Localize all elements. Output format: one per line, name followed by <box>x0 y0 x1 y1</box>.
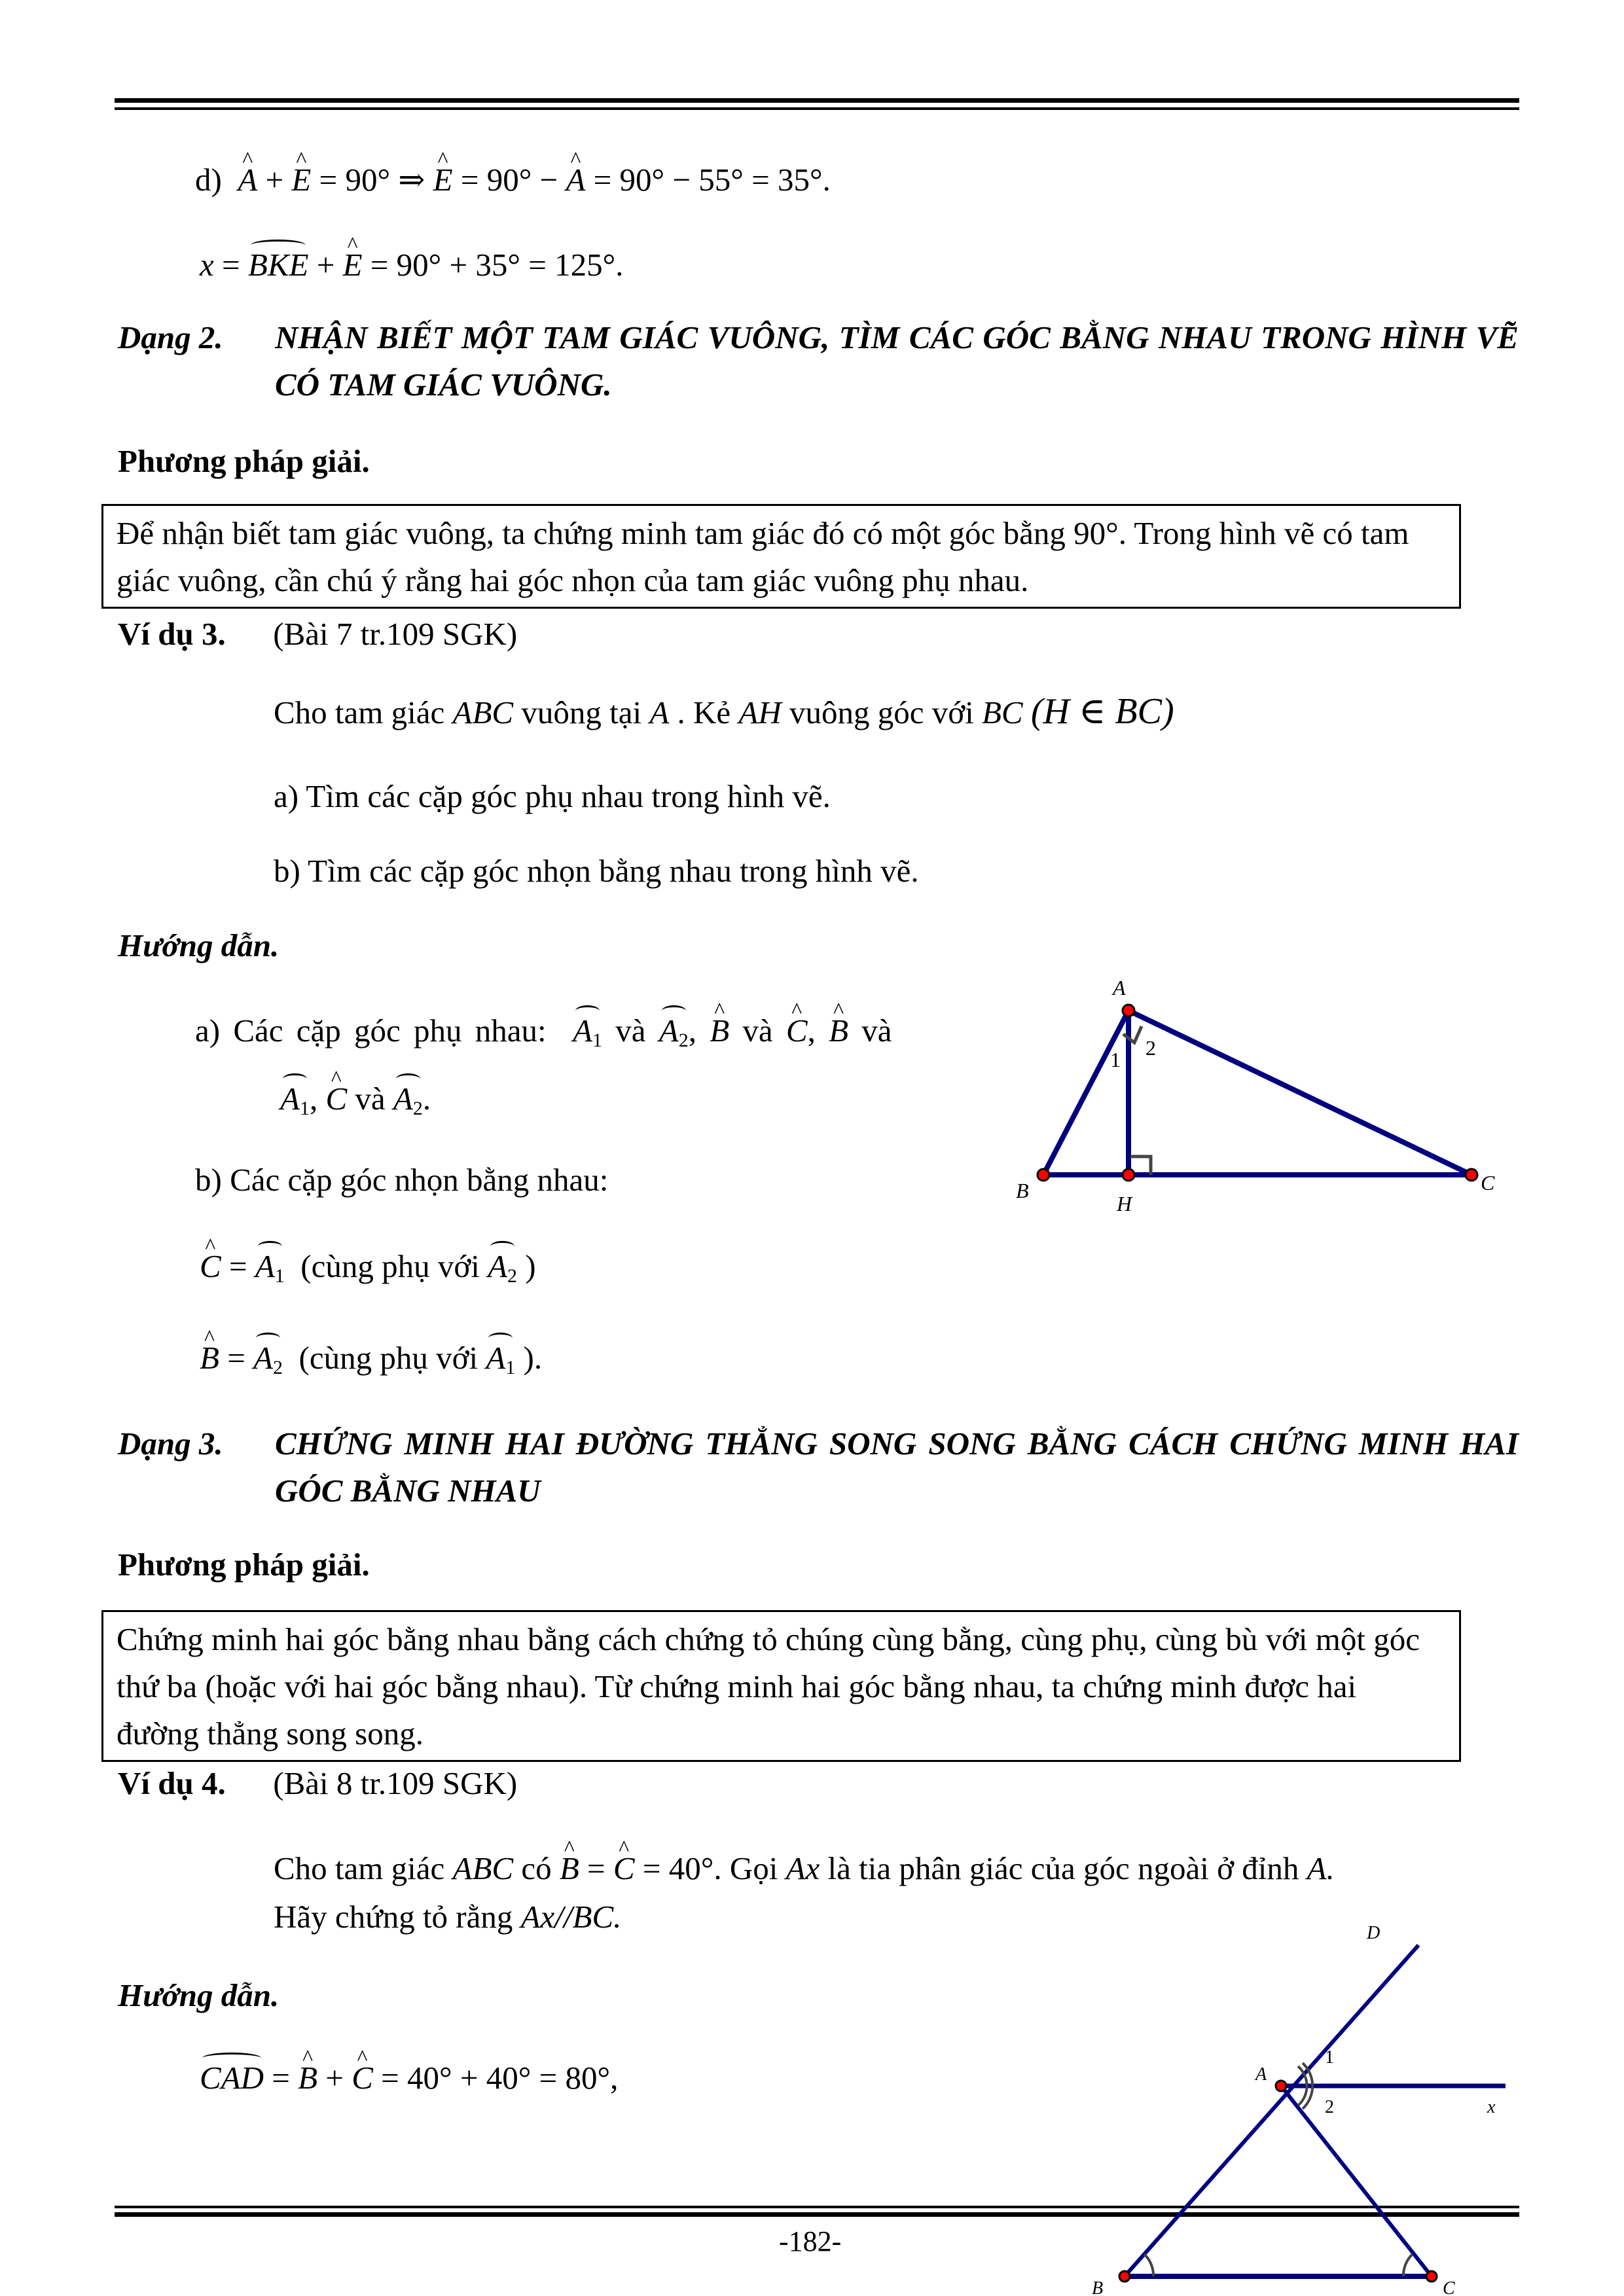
angle-a1: $A_1$ <box>486 1339 515 1387</box>
example-4-statement-line-1 <box>274 1850 1335 1888</box>
example-label: Ví dụ 3. <box>118 616 226 652</box>
method-box-text: Chứng minh hai góc bằng nhau bằng cách chứng tỏ chúng cùng bằng, cùng phụ, cùng bù với một góc thứ ba (hoặc với hai góc bằng nhau). Từ chứng minh hai góc bằng nhau, ta chứng minh được hai đường thẳng song song. <box>117 1621 1420 1751</box>
angle-b: ^ B <box>710 1012 729 1050</box>
dang-3-title: CHỨNG MINH HAI ĐƯỜNG THẲNG SONG SONG BẰNG CÁCH CHỨNG MINH HAI GÓC BẰNG NHAU <box>275 1426 1519 1509</box>
method-heading: Phương pháp giải. <box>118 1547 370 1583</box>
close-paren: ). <box>523 1340 543 1376</box>
example-label: Ví dụ 4. <box>118 1765 226 1801</box>
guide-heading: Hướng dẫn. <box>118 927 280 963</box>
angle-a: ^ A <box>566 161 585 199</box>
figure-right-triangle <box>982 956 1532 1230</box>
equals-sign: = <box>228 1248 247 1284</box>
angle-c: ^ C <box>200 1247 221 1285</box>
statement-text: Cho tam giác <box>274 694 453 730</box>
point-a: A. <box>1307 1850 1335 1886</box>
and-text: và <box>355 1081 386 1117</box>
angle-b: ^ B <box>298 2059 317 2097</box>
and-text: và <box>615 1013 646 1049</box>
angle-a2: $A_2$ <box>393 1080 423 1128</box>
angle-e: ^ E <box>291 161 311 199</box>
triangle-abc: ABC <box>452 694 514 730</box>
h-in-bc: (H ∈ BC) <box>1030 691 1174 732</box>
plus-sign: + <box>265 162 284 198</box>
note-text: (cùng phụ với <box>298 1340 478 1376</box>
example-source: (Bài 7 tr.109 SGK) <box>273 616 518 652</box>
angle-e: ^ E <box>343 246 363 284</box>
example-4-statement-line-2 <box>274 1898 621 1936</box>
header-rule-thin <box>115 107 1519 110</box>
label-a: A <box>1255 2064 1267 2085</box>
variable-x: x <box>200 247 214 283</box>
parallel-statement: Ax//BC. <box>520 1899 622 1935</box>
example-source: (Bài 8 tr.109 SGK) <box>273 1765 518 1801</box>
label-b: B <box>1092 2278 1104 2296</box>
label-h: H <box>1117 1192 1132 1215</box>
triangle-abc: ABC <box>452 1850 514 1886</box>
point-b <box>1038 1169 1049 1181</box>
equals-sign: = <box>227 1340 245 1376</box>
equals-sign: = <box>587 1850 613 1886</box>
answer-a-prefix: a) Các cặp góc phụ nhau: <box>195 1013 547 1049</box>
point-h <box>1123 1169 1134 1181</box>
ray-ax: Ax <box>785 1850 820 1886</box>
statement-text: = 40°. Gọi <box>642 1850 786 1886</box>
equation-part: = 90° − <box>460 162 558 198</box>
label-c: C <box>1481 1171 1495 1194</box>
method-box <box>101 1610 1461 1762</box>
angle-b: ^ B <box>560 1850 579 1888</box>
angle-label-1: 1 <box>1325 2047 1334 2068</box>
segment-bc: BC <box>982 694 1023 730</box>
angle-label-2: 2 <box>1325 2097 1334 2117</box>
angle-a: ^ A <box>238 161 257 199</box>
part-d-label: d) <box>195 162 222 198</box>
point-c <box>1466 1169 1477 1181</box>
angle-e: ^ E <box>433 161 453 199</box>
and-text: và <box>742 1013 773 1049</box>
angle-label-2: 2 <box>1146 1036 1156 1060</box>
equation-part: = 90° ⇒ <box>319 162 425 198</box>
equals-sign: = <box>272 2060 290 2096</box>
angle-cad: CAD <box>200 2060 264 2096</box>
statement-text: có <box>521 1850 560 1886</box>
plus-sign: + <box>316 247 335 283</box>
page-number: -182- <box>779 2225 842 2257</box>
label-a: A <box>1113 976 1126 999</box>
statement-text: vuông góc với <box>789 694 982 730</box>
answer-a-line-2: $A_1$, ^ C và $A_2$. <box>280 1080 431 1128</box>
equality-b-a2 <box>200 1339 542 1387</box>
point-a <box>1276 2081 1286 2091</box>
point-b <box>1119 2271 1130 2282</box>
dang-2-heading <box>118 314 1519 412</box>
equation-result: = 40° + 40° = 80°, <box>381 2060 619 2096</box>
example-3-statement <box>274 692 1174 732</box>
cad-equation <box>200 2059 618 2097</box>
angle-a2: $A_2$ <box>488 1247 517 1295</box>
point-c <box>1426 2271 1437 2282</box>
plus-sign: + <box>325 2060 344 2096</box>
angle-a2: $A_2$ <box>253 1339 283 1387</box>
and-text: và <box>861 1013 892 1049</box>
example-4-header <box>118 1765 517 1803</box>
angle-a1: $A_1$ <box>255 1247 285 1295</box>
statement-text: . Kẻ <box>677 694 739 730</box>
close-paren: ) <box>525 1248 536 1284</box>
angle-c: ^ C <box>613 1850 635 1888</box>
note-text: (cùng phụ với <box>300 1248 480 1284</box>
label-c: C <box>1443 2278 1455 2296</box>
method-box <box>101 504 1461 609</box>
statement-text: vuông tại <box>521 694 650 730</box>
example-3-header <box>118 615 517 653</box>
label-b: B <box>1016 1179 1029 1202</box>
dang-3-heading <box>118 1420 1519 1518</box>
part-d-line-2 <box>200 246 623 284</box>
label-d: D <box>1367 1923 1380 1943</box>
answer-a-line-1: a) Các cặp góc phụ nhau: $A_1$ và $A_2$, ^ B và ^ C, ^ B và <box>195 1012 892 1060</box>
angle-c: ^ C <box>352 2059 373 2097</box>
dang-2-title: NHẬN BIẾT MỘT TAM GIÁC VUÔNG, TÌM CÁC GÓC BẰNG NHAU TRONG HÌNH VẼ CÓ TAM GIÁC VUÔNG. <box>275 319 1519 403</box>
method-box-text: Để nhận biết tam giác vuông, ta chứng minh tam giác đó có một góc bằng 90°. Trong hình vẽ có tam giác vuông, cần chú ý rằng hai góc nhọn của tam giác vuông phụ nhau. <box>117 515 1409 598</box>
dang-3-label: Dạng 3. <box>118 1426 223 1462</box>
dang-2-label: Dạng 2. <box>118 319 223 355</box>
figure-exterior-bisector <box>1074 1918 1558 2296</box>
angle-b: ^ B <box>829 1012 848 1050</box>
method-heading: Phương pháp giải. <box>118 443 370 479</box>
answer-b-prefix: b) Các cặp góc nhọn bằng nhau: <box>195 1162 609 1198</box>
equation-result: = 90° − 55° = 35°. <box>593 162 831 198</box>
guide-heading: Hướng dẫn. <box>118 1977 280 2013</box>
angle-label-1: 1 <box>1110 1048 1121 1071</box>
angle-bke: BKE <box>247 247 309 283</box>
point-a <box>1123 1005 1134 1016</box>
equality-c-a1 <box>200 1247 536 1295</box>
angle-c: ^ C <box>325 1080 347 1118</box>
label-x: x <box>1487 2097 1496 2117</box>
statement-text: Hãy chứng tỏ rằng <box>274 1899 521 1935</box>
question-a: a) Tìm các cặp góc phụ nhau trong hình vẽ. <box>274 778 831 814</box>
equation-result: = 90° + 35° = 125°. <box>370 247 624 283</box>
question-b: b) Tìm các cặp góc nhọn bằng nhau trong hình vẽ. <box>274 853 919 889</box>
angle-a1: $A_1$ <box>280 1080 310 1128</box>
angle-b: ^ B <box>200 1339 219 1377</box>
statement-text: Cho tam giác <box>274 1850 453 1886</box>
angle-c: ^ C <box>786 1012 808 1050</box>
angle-a1: $A_1$ <box>573 1012 602 1060</box>
statement-text: là tia phân giác của góc ngoài ở đỉnh <box>827 1850 1307 1886</box>
equals-sign: = <box>222 247 240 283</box>
header-rule-thick <box>115 98 1519 103</box>
point-a: A <box>649 694 670 730</box>
angle-a2: $A_2$ <box>659 1012 689 1060</box>
part-d-line-1 <box>195 161 831 199</box>
segment-ah: AH <box>738 694 782 730</box>
